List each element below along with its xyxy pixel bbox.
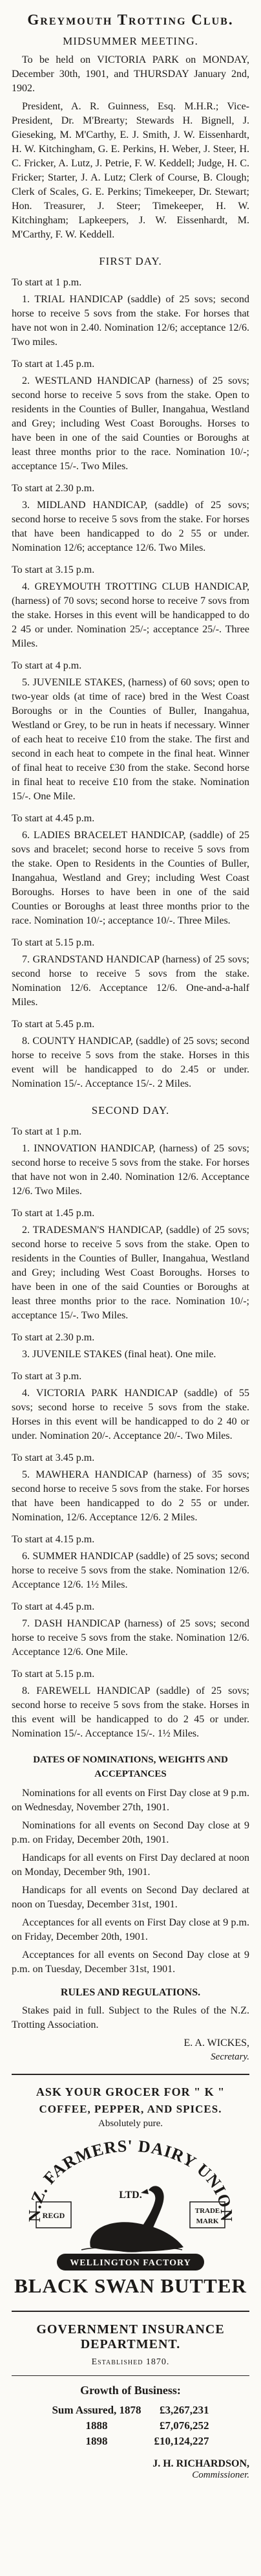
rules-title: RULES AND REGULATIONS.	[60, 1987, 201, 1998]
insurance-subtitle: DEPARTMENT.	[80, 2337, 181, 2351]
growth-amount: £10,124,227	[154, 2435, 209, 2447]
table-row	[45, 2403, 215, 2418]
dates-title: DATES OF NOMINATIONS, WEIGHTS AND ACCEPTANCES	[33, 1755, 228, 1779]
race-item: 7. GRANDSTAND HANDICAP (harness) of 25 sovs; second horse to receive 5 sovs from the stake. Nomination 12/6. Acceptance 12/6. One-and-a-half Miles.	[12, 954, 249, 1008]
table-row	[45, 2418, 215, 2434]
officials: President, A. R. Guinness, Esq. M.H.R.; Vice-President, Dr. M'Brearty; Stewards H. Bignell, J. Gieseking, M. M'Carthy, E. J. Smith, J. W. Eissenhardt, H. W. Kitchingham, G. E. Perkins, H. Weber, J. Steer, H. C. Fricker, A. Lutz, J. Petrie, F. W. Keddell; Judge, H. C. Fricker; Starter, J. A. Lutz; Clerk of Course, B. Clough; Clerk of Scales, G. E. Perkins; Timekeeper, Dr. Stewart; Hon. Treasurer, J. Steer; Timekeeper, H. W. Kitchingham; Lapkeepers, J. W. Eissenhardt, M. M'Carthy, F. W. Keddell.	[12, 101, 249, 240]
logo-trade: TRADE	[194, 2207, 220, 2215]
race-item: 7. DASH HANDICAP (harness) of 25 sovs; second horse to receive 5 sovs from the stake. Nomination 12/6. Acceptance 12/6. One Mile.	[12, 1618, 249, 1658]
meeting-title: MIDSUMMER MEETING.	[63, 35, 198, 47]
second-day-races	[12, 1125, 249, 1741]
intro: To be held on VICTORIA PARK on MONDAY, December 30th, 1901, and THURSDAY January 2nd, 1902.	[12, 54, 249, 94]
date-item: Handicaps for all events on Second Day declared at noon on Tuesday, December 31st, 1901.	[12, 1885, 249, 1910]
date-item: Acceptances for all events on Second Day close at 9 p.m. on Tuesday, December 31st, 1901.	[12, 1949, 249, 1975]
race-time: To start at 2.30 p.m.	[12, 1332, 95, 1343]
race-time: To start at 3.45 p.m.	[12, 1452, 95, 1463]
growth-table	[45, 2403, 215, 2449]
logo-mark: MARK	[196, 2217, 219, 2225]
race-item: 2. WESTLAND HANDICAP (harness) of 25 sovs; second horse to receive 5 sovs from the stake. Open to residents in the Counties of Buller, Inangahua, Westland and Grey; including West Coast Boroughs. Horses to have been in one of the said Counties or Boroughs at least three months prior to the race. Nomination 10/-; acceptance 15/-. Two Miles.	[12, 375, 249, 472]
race-time: To start at 1 p.m.	[12, 277, 82, 288]
black-swan-butter-logo	[14, 2138, 247, 2300]
race-item: 5. JUVENILE STAKES, (harness) of 60 sovs; open to two-year olds (at time of race) bred in the West Coast Boroughs or in the Counties of Buller, Inangahua, Westland or Grey, to be run in heats if necessary. Winner of each heat to receive £10 from the stake. The first and second in each heat to compete in the final heat. Winner of final heat to receive £30 from the stake. Second horse in final heat to receive £10 from the stake. Nomination 15/-. One Mile.	[12, 677, 249, 802]
race-item: 4. VICTORIA PARK HANDICAP (saddle) of 55 sovs; second horse to receive 5 sovs from the stake. Horses in this event will be handicapped to do 2 40 or under. Nomination 20/-. Acceptance 20/-. Two Miles.	[12, 1388, 249, 1441]
second-day-title: SECOND DAY.	[91, 1104, 170, 1116]
divider	[12, 2311, 249, 2312]
established: Established 1870.	[91, 2357, 170, 2367]
logo-arc-text: N.Z. FARMERS' DAIRY UNION	[25, 2138, 236, 2223]
race-time: To start at 5.15 p.m.	[12, 1669, 95, 1680]
table-row	[45, 2434, 215, 2449]
race-item: 8. FAREWELL HANDICAP (saddle) of 25 sovs; second horse to receive 5 sovs from the stake. Horses in this event will be handicapped to do 2 45 or under. Nomination 15/-. Acceptance 15/-. 1½ Miles.	[12, 1685, 249, 1739]
logo-regd: REGD	[42, 2211, 65, 2220]
race-item: 6. LADIES BRACELET HANDICAP, (saddle) of 25 sovs and bracelet; second horse to receive 5 sovs from the stake. Open to Residents in the Counties of Buller, Inangahua, Westland and Grey; including West Coast Boroughs. Horses to have been in one of the said Counties or Boroughs at least three months prior to the race. Nomination 10/-; acceptance 10/-. Three Miles.	[12, 830, 249, 926]
date-item: Nominations for all events on Second Day close at 9 p.m. on Friday, December 20th, 1901.	[12, 1820, 249, 1845]
race-time: To start at 4.15 p.m.	[12, 1534, 95, 1545]
growth-label: 1898	[85, 2435, 108, 2447]
commissioner-title: Commissioner.	[192, 2470, 249, 2480]
logo-ltd: LTD.	[119, 2190, 142, 2201]
race-item: 6. SUMMER HANDICAP (saddle) of 25 sovs; second horse to receive 5 sovs from the stake. Nomination 12/6. Acceptance 12/6. 1½ Miles.	[12, 1551, 249, 1590]
logo-banner-text: WELLINGTON FACTORY	[70, 2258, 191, 2268]
date-item: Handicaps for all events on First Day declared at noon on Monday, December 9th, 1901.	[12, 1852, 249, 1878]
race-time: To start at 3 p.m.	[12, 1371, 82, 1382]
race-item: 8. COUNTY HANDICAP, (saddle) of 25 sovs; second horse to receive 5 sovs from the stake. Horses in this event will be handicapped to do 2.45 or under. Nomination 15/-. Acceptance 15/-. 2 Miles.	[12, 1036, 249, 1089]
signature-name: E. A. WICKES,	[183, 2037, 249, 2049]
race-item: 1. INNOVATION HANDICAP, (harness) of 25 sovs; second horse to receive 5 sovs from the stake. For horses that have not won in 2.40. Nomination 12/6. Acceptance 12/6. Two Miles.	[12, 1143, 249, 1197]
logo-brand-text: BLACK SWAN BUTTER	[14, 2274, 247, 2297]
race-item: 5. MAWHERA HANDICAP (harness) of 35 sovs; second horse to receive 5 sovs from the stake. For horses that have been handicapped to do 2 55 or under. Nomination, 12/6. Acceptance 12/6. 2 Miles.	[12, 1469, 249, 1523]
divider	[12, 2074, 249, 2075]
rules-text: Stakes paid in full. Subject to the Rules of the N.Z. Trotting Association.	[12, 2005, 249, 2030]
race-item: 1. TRIAL HANDICAP (saddle) of 25 sovs; second horse to receive 5 sovs from the stake. For horses that have not won in 2.40. Nomination 12/6; acceptance 12/6. Two miles.	[12, 294, 249, 348]
date-item: Nominations for all events on First Day close at 9 p.m. on Wednesday, November 27th, 1901.	[12, 1788, 249, 1813]
date-item: Acceptances for all events on First Day close at 9 p.m. on Friday, December 20th, 1901.	[12, 1917, 249, 1942]
race-time: To start at 5.15 p.m.	[12, 937, 95, 948]
growth-label: 1888	[85, 2419, 108, 2432]
race-time: To start at 1.45 p.m.	[12, 1208, 95, 1219]
race-item: 2. TRADESMAN'S HANDICAP, (saddle) of 25 sovs; second horse to receive 5 sovs from the stake. Open to residents in the Counties of Buller, Inangahua, Westland and Grey; including West Coast Boroughs. Horses to have been in one of the said Counties or Boroughs at least three months prior to the race. Nomination 10/-; acceptance 15/-. Two Miles.	[12, 1225, 249, 1321]
race-item: 4. GREYMOUTH TROTTING CLUB HANDICAP, (harness) of 70 sovs; second horse to receive 7 sovs from the stake. Horses in this event will be handicapped to do 2 45 or under. Nomination 25/-; acceptance 25/-. Three Miles.	[12, 581, 249, 649]
masthead: Greymouth Trotting Club.	[27, 12, 234, 28]
dates-list	[12, 1786, 249, 1977]
insurance-title: GOVERNMENT INSURANCE	[36, 2322, 225, 2337]
commissioner-name: J. H. RICHARDSON,	[152, 2458, 249, 2469]
ad-coffee-line: COFFEE, PEPPER, AND SPICES.	[39, 2103, 222, 2115]
race-time: To start at 5.45 p.m.	[12, 1019, 95, 1030]
race-time: To start at 2.30 p.m.	[12, 483, 95, 494]
race-time: To start at 4.45 p.m.	[12, 1601, 95, 1612]
growth-amount: £3,267,231	[160, 2404, 209, 2416]
ad-pure-line: Absolutely pure.	[98, 2118, 163, 2129]
race-time: To start at 4.45 p.m.	[12, 813, 95, 824]
race-item: 3. JUVENILE STAKES (final heat). One mile.	[22, 1349, 216, 1360]
race-time: To start at 4 p.m.	[12, 660, 82, 671]
race-time: To start at 1 p.m.	[12, 1126, 82, 1137]
signature-title: Secretary.	[211, 2052, 249, 2062]
first-day-races	[12, 276, 249, 1091]
race-time: To start at 3.15 p.m.	[12, 564, 95, 575]
first-day-title: FIRST DAY.	[99, 255, 162, 267]
race-time: To start at 1.45 p.m.	[12, 359, 95, 370]
growth-amount: £7,076,252	[160, 2419, 209, 2432]
ad-grocer-line: ASK YOUR GROCER FOR " K "	[36, 2085, 225, 2098]
divider	[12, 2375, 249, 2376]
growth-label: Sum Assured, 1878	[52, 2404, 141, 2416]
growth-heading: Growth of Business:	[80, 2384, 181, 2397]
race-item: 3. MIDLAND HANDICAP, (saddle) of 25 sovs; second horse to receive 5 sovs from the stake. For horses that have been handicapped to do 2 55 or under. Nomination 12/6; acceptance 12/6. Two Miles.	[12, 500, 249, 553]
